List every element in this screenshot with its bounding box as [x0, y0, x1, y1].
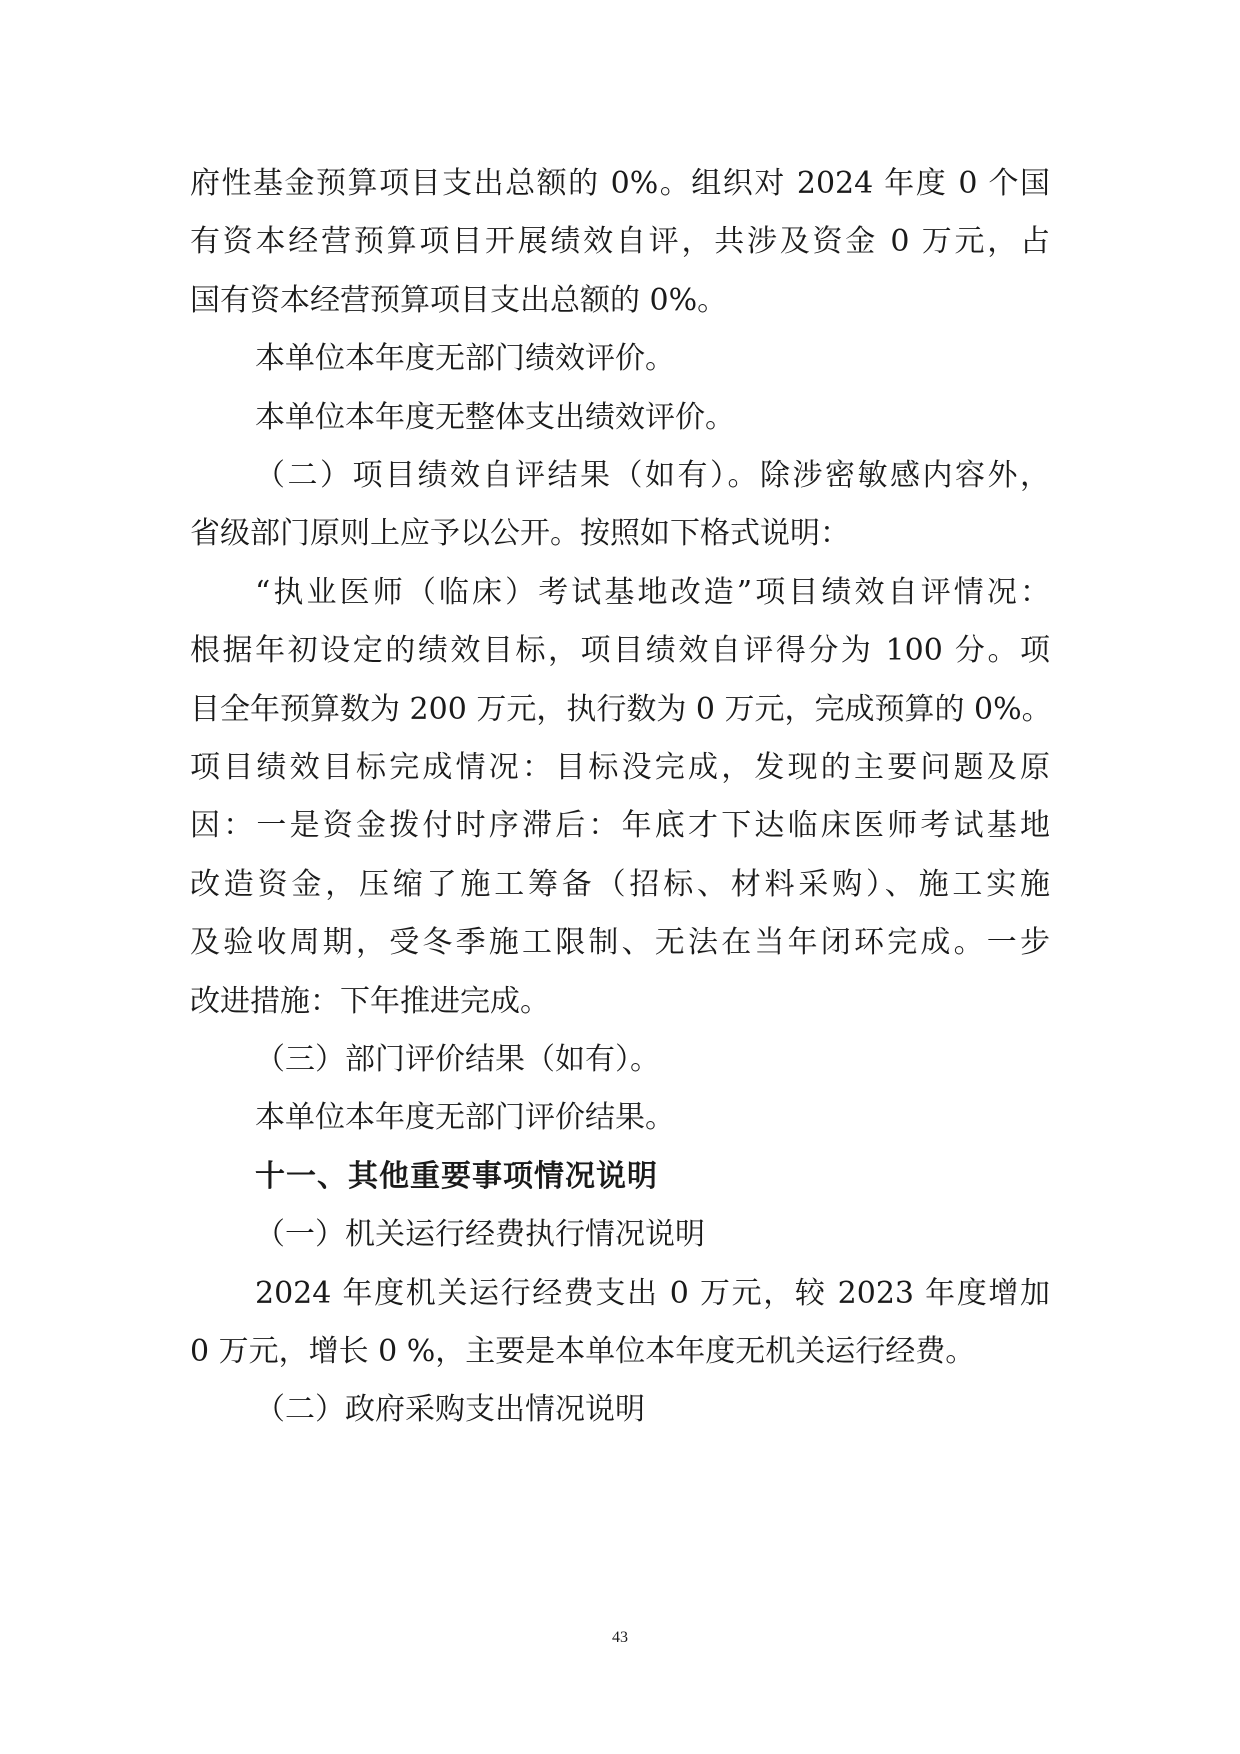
body-text-line: 本单位本年度无部门绩效评价。: [255, 341, 675, 376]
body-text-line: “执业医师（临床）考试基地改造”项目绩效自评情况：: [255, 575, 1050, 610]
body-text-line: 2024 年度机关运行经费支出 0 万元，较 2023 年度增加: [255, 1276, 1050, 1311]
subsection-heading: （一）机关运行经费执行情况说明: [255, 1217, 705, 1252]
body-text-line: 本单位本年度无部门评价结果。: [255, 1100, 675, 1135]
body-text-line: 项目绩效目标完成情况：目标没完成，发现的主要问题及原: [190, 750, 1050, 785]
body-text-line: 改造资金，压缩了施工筹备（招标、材料采购）、施工实施: [190, 867, 1050, 902]
body-text-line: 及验收周期，受冬季施工限制、无法在当年闭环完成。一步: [190, 925, 1050, 960]
body-text-line: 省级部门原则上应予以公开。按照如下格式说明：: [190, 516, 850, 551]
body-text-line: 府性基金预算项目支出总额的 0%。组织对 2024 年度 0 个国: [190, 166, 1050, 201]
body-text-line: 国有资本经营预算项目支出总额的 0%。: [190, 283, 728, 318]
subsection-heading: （二）项目绩效自评结果（如有）。除涉密敏感内容外，: [255, 458, 1050, 493]
body-text-line: 本单位本年度无整体支出绩效评价。: [255, 400, 735, 435]
subsection-heading: （二）政府采购支出情况说明: [255, 1392, 645, 1427]
body-text-line: 目全年预算数为 200 万元，执行数为 0 万元，完成预算的 0%。: [190, 692, 1052, 727]
body-text-line: 0 万元，增长 0 %，主要是本单位本年度无机关运行经费。: [190, 1334, 976, 1369]
body-text-line: 有资本经营预算项目开展绩效自评，共涉及资金 0 万元，占: [190, 224, 1050, 259]
section-heading: 十一、其他重要事项情况说明: [255, 1159, 658, 1194]
body-text-line: 根据年初设定的绩效目标，项目绩效自评得分为 100 分。项: [190, 633, 1050, 668]
body-text-line: 改进措施：下年推进完成。: [190, 984, 550, 1019]
body-text-line: 因：一是资金拨付时序滞后：年底才下达临床医师考试基地: [190, 808, 1050, 843]
subsection-heading: （三）部门评价结果（如有）。: [255, 1042, 660, 1077]
page-number: 43: [612, 1629, 628, 1646]
